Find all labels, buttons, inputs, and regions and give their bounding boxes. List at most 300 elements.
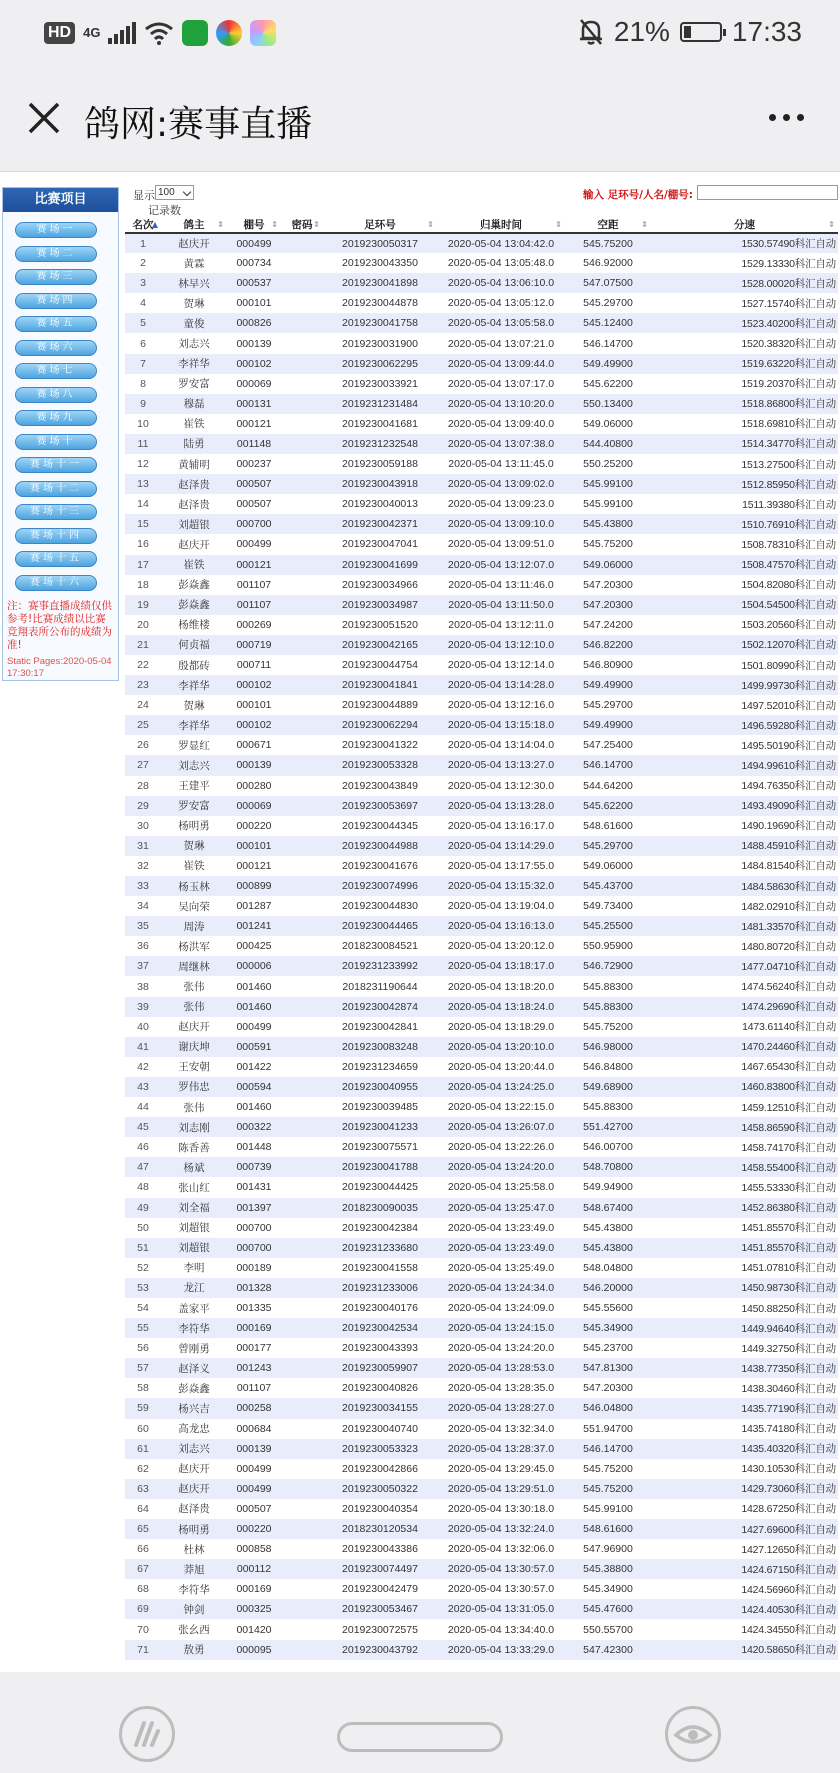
table-cell: 李符华 [161, 1318, 227, 1338]
table-cell: 2019230041699 [323, 555, 437, 575]
table-cell: 45 [125, 1117, 161, 1137]
table-row [125, 354, 838, 374]
table-cell: 2019230042874 [323, 997, 437, 1017]
table-cell: 000139 [227, 755, 281, 775]
table-row [125, 695, 838, 715]
table-cell: 2019230074497 [323, 1559, 437, 1579]
table-cell: 陈香善 [161, 1137, 227, 1157]
table-cell: 000131 [227, 394, 281, 414]
table-cell: 2019230034987 [323, 595, 437, 615]
table-cell: 2019230041898 [323, 273, 437, 293]
table-cell [281, 956, 323, 976]
table-cell: 64 [125, 1499, 161, 1519]
table-cell: 2020-05-04 13:28:35.0 [437, 1378, 565, 1398]
table-cell: 000899 [227, 876, 281, 896]
table-cell: 549.73400 [565, 896, 651, 916]
table-cell: 2020-05-04 13:24:34.0 [437, 1278, 565, 1298]
table-cell: 2020-05-04 13:09:44.0 [437, 354, 565, 374]
table-cell: 2020-05-04 13:25:49.0 [437, 1258, 565, 1278]
table-row [125, 615, 838, 635]
table-cell: 545.55600 [565, 1298, 651, 1318]
table-cell: 2019230043918 [323, 474, 437, 494]
table-cell: 547.20300 [565, 1378, 651, 1398]
table-cell: 58 [125, 1378, 161, 1398]
table-cell: 彭焱鑫 [161, 575, 227, 595]
table-cell: 1450.98730科汇自动 [651, 1278, 838, 1298]
table-row [125, 1077, 838, 1097]
table-cell: 545.34900 [565, 1318, 651, 1338]
table-cell: 1435.40320科汇自动 [651, 1439, 838, 1459]
table-cell: 刘志刚 [161, 1117, 227, 1137]
table-cell: 001107 [227, 1378, 281, 1398]
table-cell: 2020-05-04 13:28:53.0 [437, 1358, 565, 1378]
table-cell: 2019230041558 [323, 1258, 437, 1278]
table-cell: 545.12400 [565, 313, 651, 333]
table-cell: 549.68900 [565, 1077, 651, 1097]
table-cell: 1504.54500科汇自动 [651, 595, 838, 615]
table-cell: 刘志兴 [161, 755, 227, 775]
table-cell: 48 [125, 1177, 161, 1197]
column-header[interactable] [565, 217, 651, 233]
table-row [125, 1419, 838, 1439]
table-cell: 55 [125, 1318, 161, 1338]
table-cell: 550.95900 [565, 936, 651, 956]
table-cell: 2019230042384 [323, 1218, 437, 1238]
table-cell: 杨明勇 [161, 816, 227, 836]
race-button[interactable]: 赛场十三 [15, 504, 97, 520]
table-cell: 545.47600 [565, 1599, 651, 1619]
table-cell: 550.13400 [565, 394, 651, 414]
column-header[interactable] [281, 217, 323, 233]
table-cell: 罗安富 [161, 796, 227, 816]
table-cell: 周继林 [161, 956, 227, 976]
sort-icon: ⇕ [313, 220, 320, 229]
table-cell: 2020-05-04 13:12:16.0 [437, 695, 565, 715]
table-cell: 刘志兴 [161, 333, 227, 353]
table-cell: 2020-05-04 13:24:25.0 [437, 1077, 565, 1097]
table-cell: 000006 [227, 956, 281, 976]
table-cell [281, 575, 323, 595]
column-header[interactable] [161, 217, 227, 233]
race-button[interactable]: 赛场二 [15, 246, 97, 262]
table-cell: 57 [125, 1358, 161, 1378]
table-row [125, 836, 838, 856]
close-icon[interactable] [24, 98, 64, 138]
table-row [125, 1278, 838, 1298]
table-cell: 陆勇 [161, 434, 227, 454]
table-cell: 贺琳 [161, 836, 227, 856]
table-cell: 1438.30460科汇自动 [651, 1378, 838, 1398]
table-cell [281, 1559, 323, 1579]
table-cell: 2020-05-04 13:19:04.0 [437, 896, 565, 916]
sort-icon: ⇕ [641, 220, 648, 229]
table-cell: 547.96900 [565, 1539, 651, 1559]
table-cell: 2019230062295 [323, 354, 437, 374]
race-button[interactable]: 赛场十五 [15, 551, 97, 567]
table-cell [281, 595, 323, 615]
race-button[interactable]: 赛场七 [15, 363, 97, 379]
table-cell [281, 1439, 323, 1459]
table-cell: 547.81300 [565, 1358, 651, 1378]
table-cell: 1449.94640科汇自动 [651, 1318, 838, 1338]
table-cell: 546.82200 [565, 635, 651, 655]
table-cell: 549.06000 [565, 414, 651, 434]
table-cell [281, 1037, 323, 1057]
table-cell: 001460 [227, 976, 281, 996]
sort-icon: ⇕ [271, 220, 278, 229]
race-button[interactable]: 赛场六 [15, 340, 97, 356]
table-cell [281, 414, 323, 434]
table-row [125, 1640, 838, 1660]
table-row [125, 1439, 838, 1459]
table-cell [281, 1479, 323, 1499]
table-row [125, 1479, 838, 1499]
table-cell: 545.75200 [565, 534, 651, 554]
table-cell [281, 1017, 323, 1037]
table-cell: 2019230044754 [323, 655, 437, 675]
race-button[interactable]: 赛场三 [15, 269, 97, 285]
race-button[interactable]: 赛场四 [15, 293, 97, 309]
table-cell: 56 [125, 1338, 161, 1358]
table-cell [281, 1077, 323, 1097]
table-cell [281, 997, 323, 1017]
table-cell: 2019230042866 [323, 1459, 437, 1479]
table-cell: 2019230031900 [323, 333, 437, 353]
table-row [125, 595, 838, 615]
table-row [125, 1459, 838, 1479]
table-row [125, 555, 838, 575]
table-row [125, 1519, 838, 1539]
table-cell: 1451.85570科汇自动 [651, 1218, 838, 1238]
table-cell: 2020-05-04 13:17:55.0 [437, 856, 565, 876]
table-row [125, 1579, 838, 1599]
table-cell: 545.88300 [565, 997, 651, 1017]
table-cell: 2020-05-04 13:16:17.0 [437, 816, 565, 836]
table-cell: 000189 [227, 1258, 281, 1278]
table-cell: 545.43800 [565, 1238, 651, 1258]
table-cell: 1497.52010科汇自动 [651, 695, 838, 715]
table-cell: 杨斌 [161, 1157, 227, 1177]
table-cell [281, 354, 323, 374]
table-cell: 1435.74180科汇自动 [651, 1419, 838, 1439]
table-cell: 000177 [227, 1338, 281, 1358]
table-cell: 545.29700 [565, 695, 651, 715]
table-cell: 2020-05-04 13:06:10.0 [437, 273, 565, 293]
table-cell: 罗显红 [161, 735, 227, 755]
table-cell: 53 [125, 1278, 161, 1298]
table-cell: 546.00700 [565, 1137, 651, 1157]
eye-icon[interactable] [665, 1706, 721, 1762]
table-row [125, 776, 838, 796]
table-cell: 12 [125, 454, 161, 474]
table-cell [281, 1097, 323, 1117]
table-cell: 1480.80720科汇自动 [651, 936, 838, 956]
column-header[interactable] [651, 217, 838, 233]
column-header-label: 棚号 [243, 219, 265, 231]
table-cell: 2019230040826 [323, 1378, 437, 1398]
table-cell: 549.06000 [565, 856, 651, 876]
table-cell: 2019230043386 [323, 1539, 437, 1559]
table-cell: 546.14700 [565, 755, 651, 775]
table-cell [281, 755, 323, 775]
table-cell: 546.14700 [565, 333, 651, 353]
column-header[interactable] [323, 217, 437, 233]
race-button[interactable]: 赛场八 [15, 387, 97, 403]
table-cell: 2020-05-04 13:24:15.0 [437, 1318, 565, 1338]
table-cell [281, 1258, 323, 1278]
table-cell: 001287 [227, 896, 281, 916]
table-cell: 赵庆开 [161, 1017, 227, 1037]
race-button[interactable]: 赛场一 [15, 222, 97, 238]
table-cell: 65 [125, 1519, 161, 1539]
table-row [125, 1017, 838, 1037]
table-cell: 1474.29690科汇自动 [651, 997, 838, 1017]
table-cell: 2020-05-04 13:14:04.0 [437, 735, 565, 755]
table-cell: 1451.07810科汇自动 [651, 1258, 838, 1278]
table-cell: 001107 [227, 595, 281, 615]
table-cell: 曾刚勇 [161, 1338, 227, 1358]
table-cell: 2018230090035 [323, 1198, 437, 1218]
table-cell: 27 [125, 755, 161, 775]
table-cell: 1528.00020科汇自动 [651, 273, 838, 293]
table-cell: 11 [125, 434, 161, 454]
table-cell: 龙江 [161, 1278, 227, 1298]
network-type: 4G [83, 25, 101, 40]
home-bar[interactable] [337, 1722, 503, 1752]
table-cell: 张幺西 [161, 1619, 227, 1639]
table-cell [281, 313, 323, 333]
table-cell: 2020-05-04 13:07:17.0 [437, 374, 565, 394]
table-cell: 1496.59280科汇自动 [651, 715, 838, 735]
table-cell: 1520.38320科汇自动 [651, 333, 838, 353]
table-cell [281, 1137, 323, 1157]
table-cell: 2019230043792 [323, 1640, 437, 1660]
table-cell: 张山红 [161, 1177, 227, 1197]
race-button[interactable]: 赛场十六 [15, 575, 97, 591]
static-pages-timestamp: Static Pages:2020-05-04 17:30:17 [7, 656, 112, 679]
table-cell: 1484.58630科汇自动 [651, 876, 838, 896]
table-cell [281, 876, 323, 896]
table-cell: 2019230042534 [323, 1318, 437, 1338]
table-cell: 546.14700 [565, 1439, 651, 1459]
table-cell [281, 253, 323, 273]
table-cell [281, 1218, 323, 1238]
table-cell [281, 936, 323, 956]
table-cell: 545.75200 [565, 1479, 651, 1499]
search-input[interactable] [697, 185, 838, 200]
table-cell: 2020-05-04 13:12:14.0 [437, 655, 565, 675]
table-cell: 1518.69810科汇自动 [651, 414, 838, 434]
table-cell: 2019230059907 [323, 1358, 437, 1378]
table-cell [281, 1499, 323, 1519]
table-cell: 贺琳 [161, 695, 227, 715]
table-cell: 2020-05-04 13:29:45.0 [437, 1459, 565, 1479]
table-cell: 001420 [227, 1619, 281, 1639]
table-cell: 2019230034966 [323, 575, 437, 595]
race-button[interactable]: 赛场十一 [15, 457, 97, 473]
table-cell: 6 [125, 333, 161, 353]
race-button[interactable]: 赛场十四 [15, 528, 97, 544]
table-cell: 1455.53330科汇自动 [651, 1177, 838, 1197]
table-cell: 66 [125, 1539, 161, 1559]
photos-icon [250, 20, 276, 46]
table-cell: 67 [125, 1559, 161, 1579]
table-row [125, 1338, 838, 1358]
table-cell: 546.20000 [565, 1278, 651, 1298]
table-cell: 张伟 [161, 976, 227, 996]
column-header[interactable] [125, 217, 161, 233]
table-cell [281, 635, 323, 655]
table-cell: 杨明勇 [161, 1519, 227, 1539]
table-cell: 28 [125, 776, 161, 796]
table-cell: 1482.02910科汇自动 [651, 896, 838, 916]
page-size-select[interactable] [155, 185, 194, 200]
table-cell: 001107 [227, 575, 281, 595]
race-button[interactable]: 赛场十 [15, 434, 97, 450]
table-cell: 2019230033921 [323, 374, 437, 394]
column-header[interactable] [437, 217, 565, 233]
table-cell: 2020-05-04 13:18:24.0 [437, 997, 565, 1017]
table-cell: 62 [125, 1459, 161, 1479]
table-cell [281, 1519, 323, 1539]
table-cell: 1459.12510科汇自动 [651, 1097, 838, 1117]
table-cell: 547.25400 [565, 735, 651, 755]
table-cell: 001460 [227, 1097, 281, 1117]
table-cell: 37 [125, 956, 161, 976]
table-row [125, 1258, 838, 1278]
table-cell: 赵庆开 [161, 233, 227, 253]
sort-icon: ⇕ [427, 220, 434, 229]
table-cell: 2019230041322 [323, 735, 437, 755]
table-cell: 000101 [227, 695, 281, 715]
table-cell: 林早兴 [161, 273, 227, 293]
table-cell: 50 [125, 1218, 161, 1238]
table-cell: 001448 [227, 1137, 281, 1157]
table-cell: 2020-05-04 13:25:47.0 [437, 1198, 565, 1218]
table-cell: 2020-05-04 13:31:05.0 [437, 1599, 565, 1619]
table-cell: 000220 [227, 1519, 281, 1539]
table-row [125, 333, 838, 353]
table-cell: 2019230044465 [323, 916, 437, 936]
table-cell: 2020-05-04 13:05:48.0 [437, 253, 565, 273]
table-row [125, 454, 838, 474]
table-cell: 545.75200 [565, 233, 651, 253]
ai-assistant-icon[interactable] [119, 1706, 175, 1762]
table-cell: 545.99100 [565, 1499, 651, 1519]
search-label: 输入 足环号/人名/棚号: [582, 189, 693, 201]
table-cell [281, 1640, 323, 1660]
table-cell [281, 916, 323, 936]
disclaimer-note: 注：赛事直播成绩仅供参考!比赛成绩以比赛竞翔表所公布的成绩为准! [7, 600, 112, 651]
table-cell: 26 [125, 735, 161, 755]
results-area [125, 184, 840, 1660]
table-cell: 000169 [227, 1579, 281, 1599]
table-cell: 谢庆坤 [161, 1037, 227, 1057]
table-cell: 000280 [227, 776, 281, 796]
table-cell: 1529.13330科汇自动 [651, 253, 838, 273]
table-cell: 崔铁 [161, 555, 227, 575]
table-cell: 童俊 [161, 313, 227, 333]
table-cell: 2020-05-04 13:11:50.0 [437, 595, 565, 615]
race-button[interactable]: 赛场五 [15, 316, 97, 332]
table-cell: 35 [125, 916, 161, 936]
table-cell: 2020-05-04 13:30:57.0 [437, 1559, 565, 1579]
table-cell: 2019230040354 [323, 1499, 437, 1519]
table-cell: 李祥华 [161, 354, 227, 374]
table-cell: 1504.82080科汇自动 [651, 575, 838, 595]
table-cell: 548.61600 [565, 816, 651, 836]
table-cell: 黄霖 [161, 253, 227, 273]
table-row [125, 1218, 838, 1238]
table-cell: 1449.32750科汇自动 [651, 1338, 838, 1358]
race-button[interactable]: 赛场九 [15, 410, 97, 426]
table-cell: 杨兴吉 [161, 1398, 227, 1418]
table-cell: 545.75200 [565, 1459, 651, 1479]
table-cell: 000507 [227, 474, 281, 494]
table-cell [281, 394, 323, 414]
table-cell: 2019230040740 [323, 1419, 437, 1439]
table-cell: 2020-05-04 13:29:51.0 [437, 1479, 565, 1499]
table-cell: 545.43800 [565, 514, 651, 534]
column-header[interactable] [227, 217, 281, 233]
race-panel [2, 187, 119, 681]
table-cell: 000671 [227, 735, 281, 755]
table-cell: 1427.12650科汇自动 [651, 1539, 838, 1559]
race-list [3, 212, 118, 591]
table-cell: 000858 [227, 1539, 281, 1559]
table-cell: 21 [125, 635, 161, 655]
system-nav-bar [0, 1672, 840, 1773]
table-cell [281, 555, 323, 575]
table-cell: 1430.10530科汇自动 [651, 1459, 838, 1479]
table-cell: 2019230074996 [323, 876, 437, 896]
sort-icon: ⇕ [217, 220, 224, 229]
table-cell: 15 [125, 514, 161, 534]
table-row [125, 1559, 838, 1579]
race-button[interactable]: 赛场十二 [15, 481, 97, 497]
table-cell: 2020-05-04 13:26:07.0 [437, 1117, 565, 1137]
table-cell: 000507 [227, 494, 281, 514]
table-cell: 2020-05-04 13:20:44.0 [437, 1057, 565, 1077]
table-cell: 000537 [227, 273, 281, 293]
table-cell: 2020-05-04 13:09:02.0 [437, 474, 565, 494]
table-cell: 2020-05-04 13:34:40.0 [437, 1619, 565, 1639]
table-cell [281, 1358, 323, 1378]
table-cell [281, 1318, 323, 1338]
table-cell: 2020-05-04 13:18:17.0 [437, 956, 565, 976]
table-cell: 1451.85570科汇自动 [651, 1238, 838, 1258]
table-cell: 547.20300 [565, 595, 651, 615]
table-cell: 赵泽义 [161, 1358, 227, 1378]
table-cell [281, 976, 323, 996]
table-row [125, 1298, 838, 1318]
table-cell: 1427.69600科汇自动 [651, 1519, 838, 1539]
sort-icon: ▲ [151, 220, 158, 229]
table-cell: 547.20300 [565, 575, 651, 595]
table-cell: 545.62200 [565, 796, 651, 816]
table-cell: 14 [125, 494, 161, 514]
table-cell: 548.04800 [565, 1258, 651, 1278]
table-cell: 2020-05-04 13:24:20.0 [437, 1338, 565, 1358]
more-icon[interactable] [769, 114, 804, 121]
table-cell: 548.70800 [565, 1157, 651, 1177]
table-cell: 7 [125, 354, 161, 374]
table-cell [281, 534, 323, 554]
table-row [125, 1539, 838, 1559]
table-cell: 1523.40200科汇自动 [651, 313, 838, 333]
table-cell: 000684 [227, 1419, 281, 1439]
page-title: 鸽网:赛事直播 [84, 104, 313, 145]
